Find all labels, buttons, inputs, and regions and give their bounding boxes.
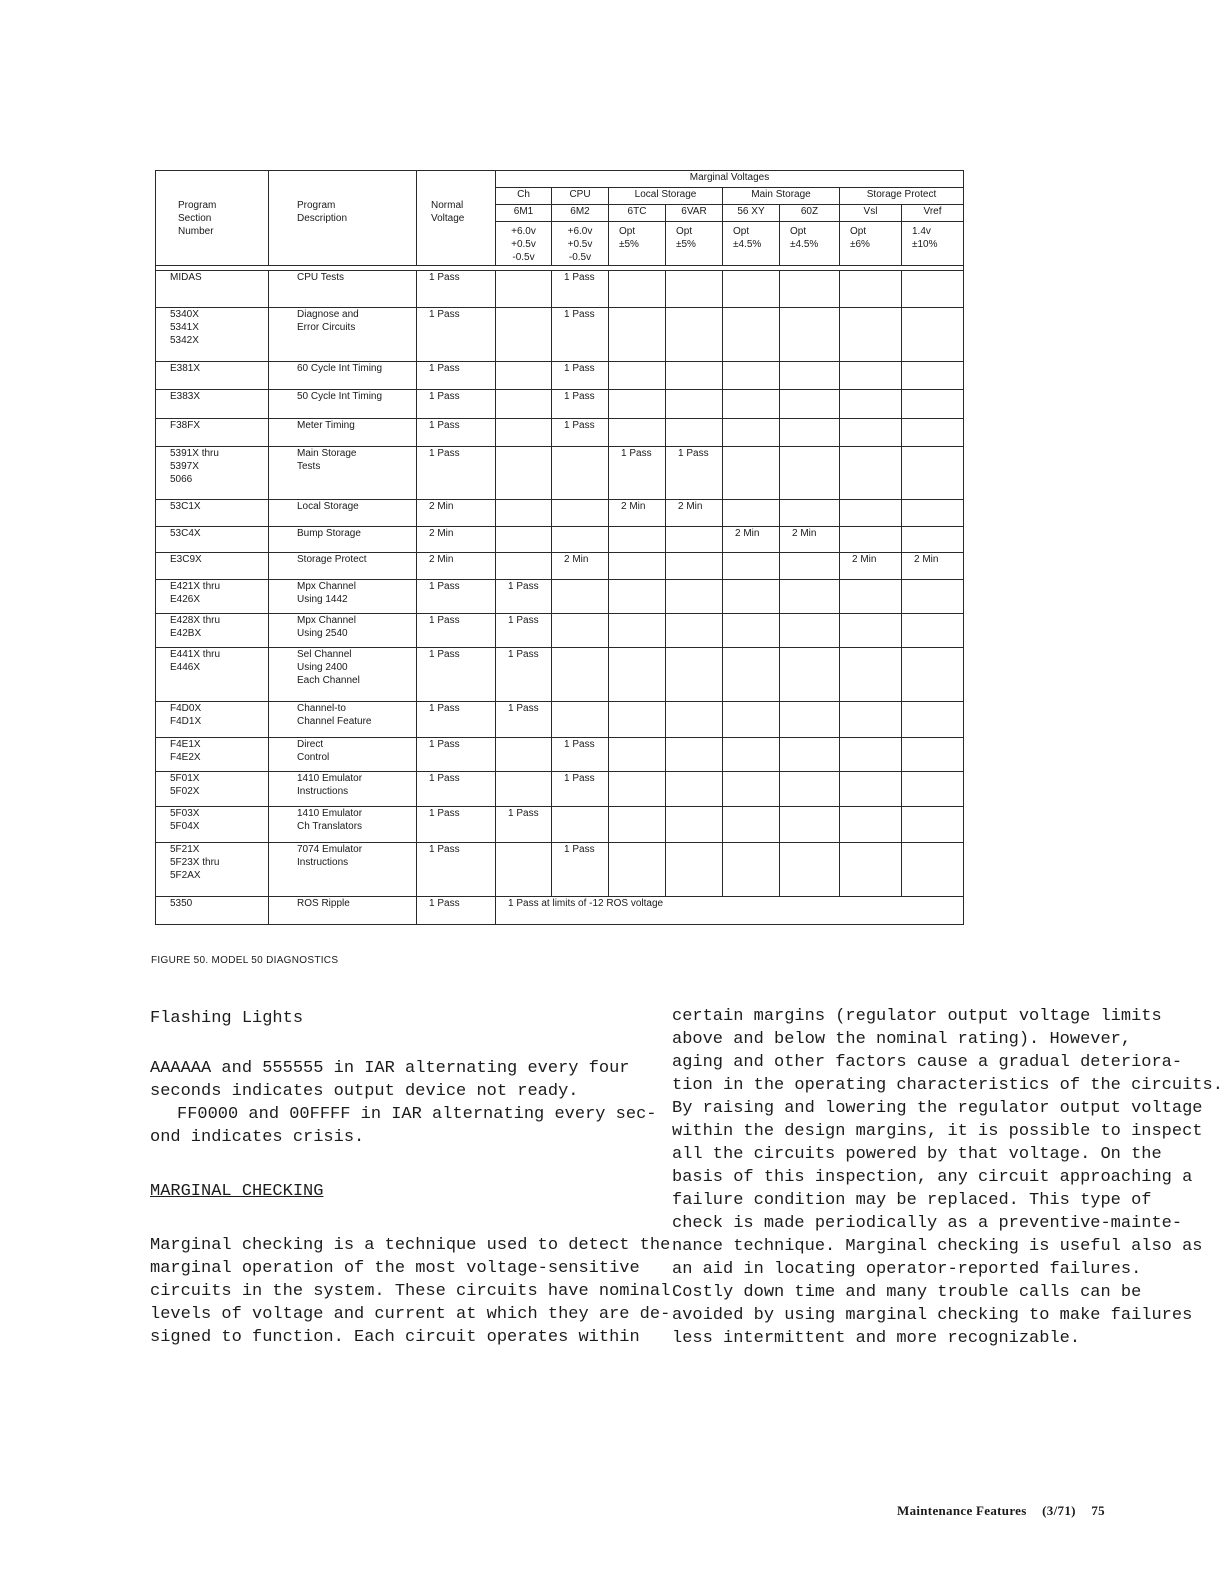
cell-section: F4E1X F4E2X (156, 738, 269, 772)
cell-marginal-value (780, 390, 840, 419)
cell-marginal-value (666, 614, 723, 648)
cell-marginal-value: 1 Pass (609, 447, 666, 500)
text-line: marginal operation of the most voltage-sensitive (150, 1259, 640, 1278)
cell-marginal-value (902, 447, 964, 500)
table-header (156, 171, 964, 271)
header-tolerance: Opt ±4.5% (780, 222, 840, 266)
cell-marginal-value (609, 271, 666, 308)
cell-marginal-value (609, 843, 666, 897)
text-line: seconds indicates output device not ready. (150, 1082, 579, 1101)
text-line: aging and other factors cause a gradual deteriora- (672, 1053, 1183, 1072)
header-group-main-storage: Main Storage (723, 188, 840, 205)
header-program-description: Program Description (269, 171, 417, 266)
footer-revision: (3/71) (1042, 1503, 1076, 1518)
cell-marginal-value (496, 772, 552, 807)
cell-marginal-value (609, 580, 666, 614)
table-row (156, 702, 964, 738)
cell-normal-voltage: 2 Min (417, 527, 496, 553)
table-row (156, 271, 964, 308)
cell-marginal-value (902, 308, 964, 362)
table-row (156, 807, 964, 843)
cell-section: 5F01X 5F02X (156, 772, 269, 807)
table-row (156, 648, 964, 702)
text-line: AAAAAA and 555555 in IAR alternating every four (150, 1059, 630, 1078)
marginal-checking-heading: MARGINAL CHECKING (150, 1182, 324, 1201)
text-line: check is made periodically as a preventive-mainte- (672, 1214, 1183, 1233)
cell-marginal-value (496, 843, 552, 897)
cell-marginal-value: 1 Pass (552, 362, 609, 390)
cell-marginal-value (902, 614, 964, 648)
cell-marginal-value: 2 Min (780, 527, 840, 553)
cell-marginal-value: 1 Pass (552, 419, 609, 447)
text-line: all the circuits powered by that voltage. On the (672, 1145, 1162, 1164)
text-line: circuits in the system. These circuits have nominal (150, 1282, 671, 1301)
cell-section: 5F21X 5F23X thru 5F2AX (156, 843, 269, 897)
cell-normal-voltage: 1 Pass (417, 897, 496, 925)
cell-normal-voltage: 1 Pass (417, 362, 496, 390)
cell-marginal-value (609, 419, 666, 447)
cell-marginal-value (840, 308, 902, 362)
cell-marginal-value (723, 772, 780, 807)
cell-marginal-value (840, 527, 902, 553)
cell-marginal-value (496, 308, 552, 362)
text-line: within the design margins, it is possible to inspect (672, 1122, 1203, 1141)
cell-section: E421X thru E426X (156, 580, 269, 614)
cell-marginal-value (666, 362, 723, 390)
cell-normal-voltage: 1 Pass (417, 843, 496, 897)
cell-marginal-value: 1 Pass (552, 772, 609, 807)
cell-marginal-value (609, 614, 666, 648)
cell-marginal-value (609, 527, 666, 553)
text-line: signed to function. Each circuit operates within (150, 1328, 640, 1347)
header-code: 60Z (780, 205, 840, 222)
cell-description: CPU Tests (269, 271, 417, 308)
text-line: tion in the operating characteristics of the circuits. (672, 1076, 1223, 1095)
cell-marginal-value (496, 271, 552, 308)
cell-normal-voltage: 1 Pass (417, 648, 496, 702)
figure-caption: FIGURE 50. MODEL 50 DIAGNOSTICS (151, 955, 339, 966)
cell-description: Sel Channel Using 2400 Each Channel (269, 648, 417, 702)
cell-normal-voltage: 2 Min (417, 553, 496, 580)
cell-normal-voltage: 1 Pass (417, 271, 496, 308)
header-normal-voltage: Normal Voltage (417, 171, 496, 266)
header-tolerance: Opt ±6% (840, 222, 902, 266)
cell-normal-voltage: 1 Pass (417, 807, 496, 843)
text-line: an aid in locating operator-reported failures. (672, 1260, 1142, 1279)
header-tolerance: Opt ±4.5% (723, 222, 780, 266)
cell-marginal-value (723, 390, 780, 419)
header-code: 6M2 (552, 205, 609, 222)
cell-marginal-value (902, 271, 964, 308)
cell-marginal-value (840, 419, 902, 447)
cell-marginal-value: 1 Pass (552, 843, 609, 897)
header-group-ch: Ch (496, 188, 552, 205)
cell-section: F38FX (156, 419, 269, 447)
text-line: basis of this inspection, any circuit approaching a (672, 1168, 1193, 1187)
cell-marginal-value (723, 648, 780, 702)
flashing-lights-heading: Flashing Lights (150, 1009, 304, 1028)
cell-marginal-value (609, 738, 666, 772)
cell-marginal-value (780, 419, 840, 447)
cell-marginal-value (780, 648, 840, 702)
cell-marginal-value (723, 362, 780, 390)
cell-marginal-value (780, 553, 840, 580)
cell-marginal-value: 2 Min (723, 527, 780, 553)
cell-marginal-value: 2 Min (609, 500, 666, 527)
header-marginal-voltages: Marginal Voltages (496, 171, 964, 188)
cell-description: Main Storage Tests (269, 447, 417, 500)
text-line: levels of voltage and current at which they are de- (150, 1305, 671, 1324)
table-row (156, 390, 964, 419)
cell-description: Meter Timing (269, 419, 417, 447)
cell-marginal-value (666, 807, 723, 843)
cell-marginal-value (609, 702, 666, 738)
cell-marginal-value (723, 580, 780, 614)
cell-marginal-value (840, 614, 902, 648)
text-line: nance technique. Marginal checking is useful also as (672, 1237, 1203, 1256)
cell-marginal-value: 1 Pass (552, 308, 609, 362)
cell-marginal-value (666, 271, 723, 308)
cell-description: 1410 Emulator Ch Translators (269, 807, 417, 843)
cell-marginal-value (723, 271, 780, 308)
header-code: 56 XY (723, 205, 780, 222)
cell-normal-voltage: 1 Pass (417, 447, 496, 500)
cell-normal-voltage: 1 Pass (417, 738, 496, 772)
cell-marginal-value (666, 843, 723, 897)
cell-marginal-value (723, 807, 780, 843)
cell-marginal-value (723, 614, 780, 648)
cell-marginal-value (609, 807, 666, 843)
cell-section: MIDAS (156, 271, 269, 308)
cell-marginal-value (496, 362, 552, 390)
cell-section: 5350 (156, 897, 269, 925)
cell-normal-voltage: 2 Min (417, 500, 496, 527)
text-line: avoided by using marginal checking to make failures (672, 1306, 1193, 1325)
cell-section: E3C9X (156, 553, 269, 580)
cell-marginal-value (723, 419, 780, 447)
cell-section: 5340X 5341X 5342X (156, 308, 269, 362)
text-line: less intermittent and more recognizable. (672, 1329, 1081, 1348)
cell-description: Local Storage (269, 500, 417, 527)
cell-marginal-value (723, 843, 780, 897)
cell-marginal-value (723, 500, 780, 527)
cell-marginal-value (552, 648, 609, 702)
text-line: FF0000 and 00FFFF in IAR alternating every sec- (177, 1105, 657, 1124)
table-row (156, 500, 964, 527)
cell-marginal-value (496, 500, 552, 527)
cell-description: 1410 Emulator Instructions (269, 772, 417, 807)
cell-marginal-value (723, 308, 780, 362)
cell-section: 5F03X 5F04X (156, 807, 269, 843)
cell-marginal-value (552, 702, 609, 738)
cell-marginal-value: 1 Pass (496, 614, 552, 648)
cell-marginal-value: 2 Min (666, 500, 723, 527)
cell-marginal-value (902, 807, 964, 843)
header-program-section: Program Section Number (156, 171, 269, 266)
cell-section: E441X thru E446X (156, 648, 269, 702)
cell-marginal-value: 1 Pass (552, 390, 609, 419)
cell-section: E428X thru E42BX (156, 614, 269, 648)
cell-marginal-value (666, 553, 723, 580)
cell-marginal-value (902, 702, 964, 738)
cell-marginal-value (496, 527, 552, 553)
cell-marginal-value (780, 807, 840, 843)
cell-marginal-value (780, 447, 840, 500)
cell-marginal-value: 2 Min (840, 553, 902, 580)
cell-marginal-value (666, 390, 723, 419)
cell-marginal-value (902, 843, 964, 897)
header-tolerance: 1.4v ±10% (902, 222, 964, 266)
header-code: 6VAR (666, 205, 723, 222)
text-line: Costly down time and many trouble calls can be (672, 1283, 1142, 1302)
cell-marginal-value (666, 308, 723, 362)
cell-marginal-value (840, 807, 902, 843)
cell-marginal-value (902, 527, 964, 553)
cell-marginal-value (902, 362, 964, 390)
cell-section: 53C4X (156, 527, 269, 553)
cell-description: ROS Ripple (269, 897, 417, 925)
cell-marginal-value: 2 Min (902, 553, 964, 580)
cell-normal-voltage: 1 Pass (417, 702, 496, 738)
text-line: Marginal checking is a technique used to detect the (150, 1236, 671, 1255)
cell-marginal-value (902, 648, 964, 702)
cell-section: E383X (156, 390, 269, 419)
cell-description: Channel-to Channel Feature (269, 702, 417, 738)
cell-marginal-value (609, 390, 666, 419)
page-number: 75 (1091, 1503, 1105, 1518)
header-tolerance: Opt ±5% (609, 222, 666, 266)
cell-marginal-value (552, 614, 609, 648)
cell-description: Bump Storage (269, 527, 417, 553)
cell-normal-voltage: 1 Pass (417, 772, 496, 807)
cell-section: 53C1X (156, 500, 269, 527)
cell-marginal-value (666, 648, 723, 702)
text-line: failure condition may be replaced. This type of (672, 1191, 1152, 1210)
cell-marginal-value (840, 772, 902, 807)
table-row (156, 419, 964, 447)
cell-normal-voltage: 1 Pass (417, 614, 496, 648)
cell-marginal-value (496, 738, 552, 772)
cell-marginal-value (840, 447, 902, 500)
cell-marginal-value (609, 553, 666, 580)
cell-marginal-value (902, 390, 964, 419)
header-tolerance: +6.0v +0.5v -0.5v (496, 222, 552, 266)
cell-normal-voltage: 1 Pass (417, 580, 496, 614)
header-group-storage-protect: Storage Protect (840, 188, 964, 205)
cell-marginal-value (840, 390, 902, 419)
cell-marginal-value (496, 419, 552, 447)
cell-description: Storage Protect (269, 553, 417, 580)
cell-marginal-value (666, 580, 723, 614)
cell-normal-voltage: 1 Pass (417, 390, 496, 419)
cell-marginal-value (609, 362, 666, 390)
text-line: above and below the nominal rating). However, (672, 1030, 1132, 1049)
cell-marginal-value (840, 362, 902, 390)
cell-marginal-value (780, 843, 840, 897)
header-group-cpu: CPU (552, 188, 609, 205)
table-row (156, 447, 964, 500)
cell-ros-note: 1 Pass at limits of -12 ROS voltage (496, 897, 964, 925)
header-tolerance: Opt ±5% (666, 222, 723, 266)
cell-marginal-value (902, 772, 964, 807)
table-row (156, 362, 964, 390)
cell-marginal-value: 2 Min (552, 553, 609, 580)
cell-marginal-value: 1 Pass (666, 447, 723, 500)
cell-marginal-value (780, 500, 840, 527)
cell-marginal-value (552, 527, 609, 553)
cell-marginal-value (496, 390, 552, 419)
cell-marginal-value (780, 738, 840, 772)
table-body (156, 271, 964, 925)
cell-marginal-value (780, 271, 840, 308)
cell-marginal-value (902, 500, 964, 527)
cell-marginal-value (780, 362, 840, 390)
cell-marginal-value (723, 738, 780, 772)
page-footer (897, 1503, 1117, 1519)
cell-marginal-value: 1 Pass (496, 702, 552, 738)
paragraph-marginal-continued (672, 1005, 1223, 1350)
table-row (156, 614, 964, 648)
left-text-column (150, 1007, 671, 1349)
header-code: 6M1 (496, 205, 552, 222)
cell-marginal-value (780, 614, 840, 648)
cell-marginal-value (902, 738, 964, 772)
cell-description: 50 Cycle Int Timing (269, 390, 417, 419)
table-row (156, 527, 964, 553)
cell-marginal-value (840, 843, 902, 897)
cell-marginal-value (780, 772, 840, 807)
cell-description: 60 Cycle Int Timing (269, 362, 417, 390)
cell-marginal-value (723, 702, 780, 738)
cell-marginal-value (496, 553, 552, 580)
paragraph-flashing-2 (150, 1103, 657, 1149)
text-line: By raising and lowering the regulator output voltage (672, 1099, 1203, 1118)
diagnostics-table (155, 170, 964, 925)
cell-marginal-value (609, 308, 666, 362)
cell-marginal-value (840, 702, 902, 738)
cell-marginal-value (723, 447, 780, 500)
cell-marginal-value: 1 Pass (496, 807, 552, 843)
cell-marginal-value (666, 738, 723, 772)
cell-marginal-value (666, 527, 723, 553)
text-line: certain margins (regulator output voltage limits (672, 1007, 1162, 1026)
cell-marginal-value (552, 807, 609, 843)
cell-marginal-value (840, 580, 902, 614)
table-row (156, 738, 964, 772)
footer-section-title: Maintenance Features (897, 1503, 1027, 1518)
table-row (156, 772, 964, 807)
cell-marginal-value (666, 702, 723, 738)
header-code: Vsl (840, 205, 902, 222)
cell-marginal-value (840, 738, 902, 772)
cell-description: Diagnose and Error Circuits (269, 308, 417, 362)
cell-marginal-value (780, 308, 840, 362)
cell-marginal-value (780, 702, 840, 738)
table-row (156, 553, 964, 580)
cell-marginal-value: 1 Pass (552, 271, 609, 308)
cell-marginal-value (840, 271, 902, 308)
cell-description: 7074 Emulator Instructions (269, 843, 417, 897)
cell-marginal-value (840, 500, 902, 527)
header-code: Vref (902, 205, 964, 222)
table-row (156, 897, 964, 925)
header-code: 6TC (609, 205, 666, 222)
cell-normal-voltage: 1 Pass (417, 419, 496, 447)
header-group-local-storage: Local Storage (609, 188, 723, 205)
table-row (156, 580, 964, 614)
header-tolerance: +6.0v +0.5v -0.5v (552, 222, 609, 266)
cell-section: F4D0X F4D1X (156, 702, 269, 738)
cell-marginal-value (666, 772, 723, 807)
cell-marginal-value (552, 447, 609, 500)
cell-marginal-value (552, 500, 609, 527)
cell-marginal-value: 1 Pass (496, 648, 552, 702)
cell-section: 5391X thru 5397X 5066 (156, 447, 269, 500)
cell-marginal-value (902, 580, 964, 614)
cell-marginal-value (609, 648, 666, 702)
cell-description: Mpx Channel Using 2540 (269, 614, 417, 648)
text-line: ond indicates crisis. (150, 1128, 365, 1147)
cell-description: Direct Control (269, 738, 417, 772)
cell-marginal-value: 1 Pass (496, 580, 552, 614)
cell-marginal-value (723, 553, 780, 580)
cell-marginal-value (666, 419, 723, 447)
cell-section: E381X (156, 362, 269, 390)
cell-marginal-value (840, 648, 902, 702)
cell-description: Mpx Channel Using 1442 (269, 580, 417, 614)
cell-marginal-value (609, 772, 666, 807)
table-row (156, 308, 964, 362)
cell-marginal-value (496, 447, 552, 500)
cell-marginal-value: 1 Pass (552, 738, 609, 772)
paragraph-flashing-1 (150, 1057, 640, 1103)
cell-normal-voltage: 1 Pass (417, 308, 496, 362)
paragraph-marginal (150, 1234, 671, 1349)
cell-marginal-value (552, 580, 609, 614)
cell-marginal-value (902, 419, 964, 447)
right-text-column (672, 1005, 1223, 1350)
cell-marginal-value (780, 580, 840, 614)
table-row (156, 843, 964, 897)
